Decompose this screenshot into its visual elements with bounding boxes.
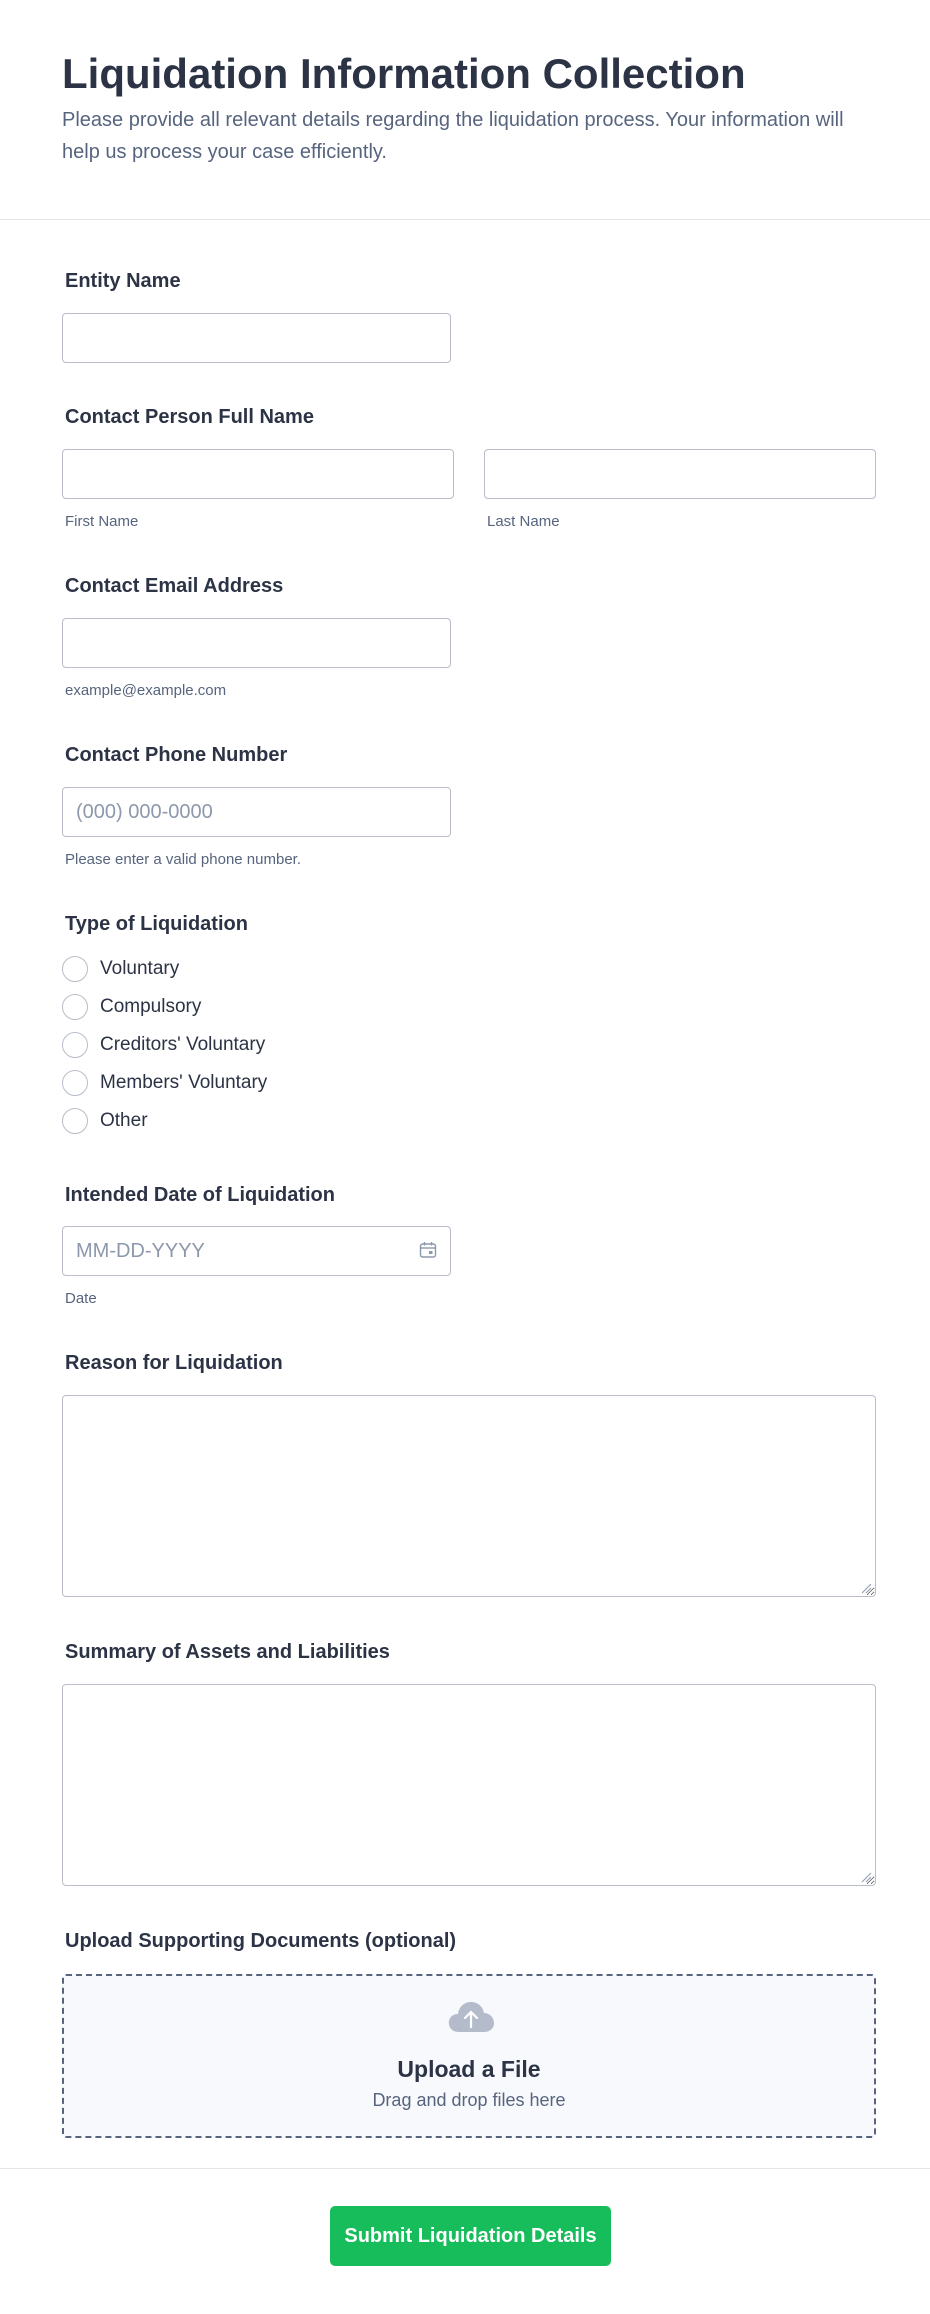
phone-sublabel: Please enter a valid phone number. [65, 851, 301, 868]
reason-label: Reason for Liquidation [65, 1352, 283, 1374]
phone-label: Contact Phone Number [65, 744, 288, 766]
radio-button[interactable] [62, 956, 88, 982]
radio-option-compulsory[interactable] [62, 993, 201, 1021]
first-name-sublabel: First Name [65, 513, 139, 530]
radio-button[interactable] [62, 1108, 88, 1134]
submit-button[interactable]: Submit Liquidation Details [330, 2206, 611, 2266]
entity-name-label: Entity Name [65, 270, 181, 292]
phone-input[interactable] [62, 787, 451, 837]
upload-title: Upload a File [397, 2056, 541, 2082]
summary-textarea[interactable] [62, 1684, 876, 1886]
radio-label: Members' Voluntary [100, 1072, 268, 1093]
resize-handle-icon[interactable] [860, 1582, 872, 1594]
radio-button[interactable] [62, 994, 88, 1020]
reason-textarea[interactable] [62, 1395, 876, 1597]
form-header [0, 0, 930, 220]
radio-label: Other [100, 1110, 148, 1131]
resize-handle-icon[interactable] [860, 1871, 872, 1883]
email-sublabel: example@example.com [65, 682, 227, 699]
radio-label: Compulsory [100, 996, 202, 1017]
radio-option-voluntary[interactable] [62, 955, 179, 983]
liquidation-type-label: Type of Liquidation [65, 913, 248, 935]
radio-label: Creditors' Voluntary [100, 1034, 266, 1055]
radio-label: Voluntary [100, 958, 180, 979]
radio-button[interactable] [62, 1070, 88, 1096]
entity-name-input[interactable] [62, 313, 451, 363]
footer-divider [0, 2168, 930, 2169]
upload-label: Upload Supporting Documents (optional) [65, 1930, 457, 1952]
date-input[interactable] [62, 1226, 451, 1276]
summary-label: Summary of Assets and Liabilities [65, 1641, 390, 1663]
radio-button[interactable] [62, 1032, 88, 1058]
email-input[interactable] [62, 618, 451, 668]
contact-person-label: Contact Person Full Name [65, 406, 314, 428]
cloud-upload-icon [446, 1998, 496, 2036]
upload-subtitle: Drag and drop files here [372, 2090, 566, 2110]
page-description: Please provide all relevant details regarding the liquidation process. Your information will help us process your case efficiently. [62, 109, 844, 163]
first-name-input[interactable] [62, 449, 454, 499]
intended-date-label: Intended Date of Liquidation [65, 1184, 335, 1206]
upload-dropzone[interactable] [62, 1974, 876, 2138]
calendar-icon[interactable] [418, 1240, 438, 1260]
page-title: Liquidation Information Collection [62, 50, 746, 97]
radio-option-other[interactable] [62, 1107, 148, 1135]
last-name-sublabel: Last Name [487, 513, 560, 530]
last-name-input[interactable] [484, 449, 876, 499]
date-sublabel: Date [65, 1290, 97, 1307]
email-label: Contact Email Address [65, 575, 284, 597]
radio-option-creditors-voluntary[interactable] [62, 1031, 265, 1059]
radio-option-members-voluntary[interactable] [62, 1069, 267, 1097]
